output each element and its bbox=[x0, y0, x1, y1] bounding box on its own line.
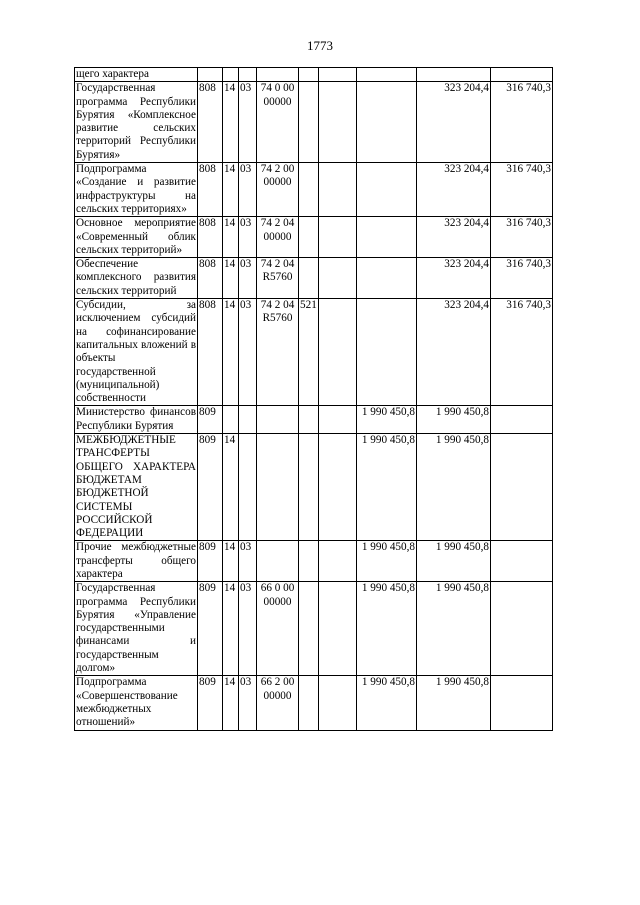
amount-cell-1 bbox=[319, 258, 357, 299]
expense-type-cell bbox=[299, 163, 319, 217]
target-article-cell: 74 0 00 00000 bbox=[257, 82, 299, 163]
amount-cell-2: 1 990 450,8 bbox=[357, 582, 417, 676]
expense-type-cell bbox=[299, 217, 319, 258]
amount-cell-4: 316 740,3 bbox=[491, 163, 553, 217]
ved-code-cell: 808 bbox=[198, 163, 223, 217]
amount-cell-1 bbox=[319, 163, 357, 217]
table-row bbox=[75, 163, 553, 217]
target-article-cell: 74 2 04 00000 bbox=[257, 217, 299, 258]
amount-cell-3: 323 204,4 bbox=[417, 217, 491, 258]
subsection-code-cell bbox=[239, 406, 257, 434]
amount-cell-3: 323 204,4 bbox=[417, 82, 491, 163]
expense-type-cell: 521 bbox=[299, 299, 319, 406]
subsection-code-cell bbox=[239, 434, 257, 541]
amount-cell-3: 1 990 450,8 bbox=[417, 676, 491, 730]
table-body bbox=[75, 68, 553, 731]
row-name-cell: МЕЖБЮДЖЕТНЫЕ ТРАНСФЕРТЫ ОБЩЕГО ХАРАКТЕРА БЮДЖЕТАМ БЮДЖЕТНОЙ СИСТЕМЫ РОССИЙСКОЙ ФЕДЕРАЦИИ bbox=[76, 434, 196, 540]
amount-cell-4 bbox=[491, 68, 553, 82]
amount-cell-2 bbox=[357, 217, 417, 258]
amount-cell-4: 316 740,3 bbox=[491, 82, 553, 163]
expense-type-cell bbox=[299, 68, 319, 82]
amount-cell-1 bbox=[319, 676, 357, 730]
target-article-cell: 74 2 04 R5760 bbox=[257, 258, 299, 299]
expense-type-cell bbox=[299, 541, 319, 582]
amount-cell-2: 1 990 450,8 bbox=[357, 434, 417, 541]
subsection-code-cell: 03 bbox=[239, 299, 257, 406]
amount-cell-2 bbox=[357, 82, 417, 163]
section-code-cell: 14 bbox=[223, 82, 239, 163]
ved-code-cell: 808 bbox=[198, 299, 223, 406]
amount-cell-2: 1 990 450,8 bbox=[357, 406, 417, 434]
amount-cell-3: 323 204,4 bbox=[417, 299, 491, 406]
amount-cell-3: 1 990 450,8 bbox=[417, 406, 491, 434]
amount-cell-1 bbox=[319, 299, 357, 406]
target-article-cell bbox=[257, 68, 299, 82]
ved-code-cell bbox=[198, 68, 223, 82]
expense-type-cell bbox=[299, 82, 319, 163]
amount-cell-1 bbox=[319, 434, 357, 541]
target-article-cell bbox=[257, 406, 299, 434]
table-row bbox=[75, 406, 553, 434]
expense-type-cell bbox=[299, 582, 319, 676]
table-row bbox=[75, 299, 553, 406]
amount-cell-2 bbox=[357, 258, 417, 299]
amount-cell-4 bbox=[491, 541, 553, 582]
section-code-cell: 14 bbox=[223, 258, 239, 299]
amount-cell-1 bbox=[319, 82, 357, 163]
subsection-code-cell: 03 bbox=[239, 82, 257, 163]
expense-type-cell bbox=[299, 258, 319, 299]
expense-type-cell bbox=[299, 434, 319, 541]
amount-cell-1 bbox=[319, 541, 357, 582]
subsection-code-cell bbox=[239, 68, 257, 82]
amount-cell-3: 1 990 450,8 bbox=[417, 582, 491, 676]
target-article-cell: 74 2 04 R5760 bbox=[257, 299, 299, 406]
target-article-cell bbox=[257, 434, 299, 541]
row-name-cell: Прочие межбюджетные трансферты общего характера bbox=[76, 541, 196, 580]
amount-cell-1 bbox=[319, 406, 357, 434]
amount-cell-2 bbox=[357, 163, 417, 217]
table-row bbox=[75, 217, 553, 258]
amount-cell-4 bbox=[491, 582, 553, 676]
amount-cell-2: 1 990 450,8 bbox=[357, 676, 417, 730]
ved-code-cell: 809 bbox=[198, 582, 223, 676]
amount-cell-2 bbox=[357, 68, 417, 82]
amount-cell-3: 1 990 450,8 bbox=[417, 541, 491, 582]
table-row bbox=[75, 582, 553, 676]
amount-cell-4 bbox=[491, 676, 553, 730]
subsection-code-cell: 03 bbox=[239, 163, 257, 217]
row-name-cell: Подпрограмма «Создание и развитие инфраструктуры на сельских территориях» bbox=[76, 163, 196, 215]
subsection-code-cell: 03 bbox=[239, 582, 257, 676]
ved-code-cell: 809 bbox=[198, 541, 223, 582]
budget-table bbox=[74, 67, 553, 731]
target-article-cell: 66 0 00 00000 bbox=[257, 582, 299, 676]
row-name-cell: Субсидии, за исключением субсидий на софинансирование капитальных вложений в объекты государственной (муниципальной) собственности bbox=[76, 299, 196, 405]
ved-code-cell: 808 bbox=[198, 82, 223, 163]
row-name-cell: Основное мероприятие «Современный облик сельских территорий» bbox=[76, 217, 196, 256]
section-code-cell: 14 bbox=[223, 163, 239, 217]
row-name-cell: Подпрограмма «Совершенствование межбюджетных отношений» bbox=[75, 676, 198, 730]
table-row bbox=[75, 82, 553, 163]
section-code-cell: 14 bbox=[223, 676, 239, 730]
amount-cell-3: 323 204,4 bbox=[417, 163, 491, 217]
page-number: 1773 bbox=[307, 38, 333, 53]
ved-code-cell: 808 bbox=[198, 258, 223, 299]
ved-code-cell: 808 bbox=[198, 217, 223, 258]
target-article-cell: 66 2 00 00000 bbox=[257, 676, 299, 730]
row-name-cell: Государственная программа Республики Бурятия «Управление государственными финансами и государственным долгом» bbox=[76, 582, 196, 675]
amount-cell-3: 323 204,4 bbox=[417, 258, 491, 299]
row-name-cell: Обеспечение комплексного развития сельских территорий bbox=[76, 258, 196, 297]
ved-code-cell: 809 bbox=[198, 406, 223, 434]
amount-cell-1 bbox=[319, 217, 357, 258]
table-row bbox=[75, 676, 553, 730]
section-code-cell bbox=[223, 406, 239, 434]
section-code-cell: 14 bbox=[223, 582, 239, 676]
row-name-cell: щего характера bbox=[75, 68, 198, 82]
table-row bbox=[75, 68, 553, 82]
ved-code-cell: 809 bbox=[198, 676, 223, 730]
target-article-cell: 74 2 00 00000 bbox=[257, 163, 299, 217]
subsection-code-cell: 03 bbox=[239, 217, 257, 258]
subsection-code-cell: 03 bbox=[239, 676, 257, 730]
ved-code-cell: 809 bbox=[198, 434, 223, 541]
section-code-cell: 14 bbox=[223, 541, 239, 582]
amount-cell-4: 316 740,3 bbox=[491, 299, 553, 406]
section-code-cell bbox=[223, 68, 239, 82]
expense-type-cell bbox=[299, 406, 319, 434]
amount-cell-1 bbox=[319, 68, 357, 82]
subsection-code-cell: 03 bbox=[239, 258, 257, 299]
amount-cell-2: 1 990 450,8 bbox=[357, 541, 417, 582]
row-name-cell: Государственная программа Республики Бурятия «Комплексное развитие сельских территорий Республики Бурятия» bbox=[76, 82, 196, 161]
amount-cell-3: 1 990 450,8 bbox=[417, 434, 491, 541]
expense-type-cell bbox=[299, 676, 319, 730]
section-code-cell: 14 bbox=[223, 299, 239, 406]
amount-cell-4 bbox=[491, 434, 553, 541]
amount-cell-2 bbox=[357, 299, 417, 406]
amount-cell-4: 316 740,3 bbox=[491, 217, 553, 258]
table-row bbox=[75, 541, 553, 582]
section-code-cell: 14 bbox=[223, 217, 239, 258]
section-code-cell: 14 bbox=[223, 434, 239, 541]
subsection-code-cell: 03 bbox=[239, 541, 257, 582]
amount-cell-4: 316 740,3 bbox=[491, 258, 553, 299]
target-article-cell bbox=[257, 541, 299, 582]
amount-cell-3 bbox=[417, 68, 491, 82]
table-row bbox=[75, 434, 553, 541]
amount-cell-1 bbox=[319, 582, 357, 676]
amount-cell-4 bbox=[491, 406, 553, 434]
row-name-cell: Министерство финансов Республики Бурятия bbox=[76, 406, 196, 432]
table-row bbox=[75, 258, 553, 299]
